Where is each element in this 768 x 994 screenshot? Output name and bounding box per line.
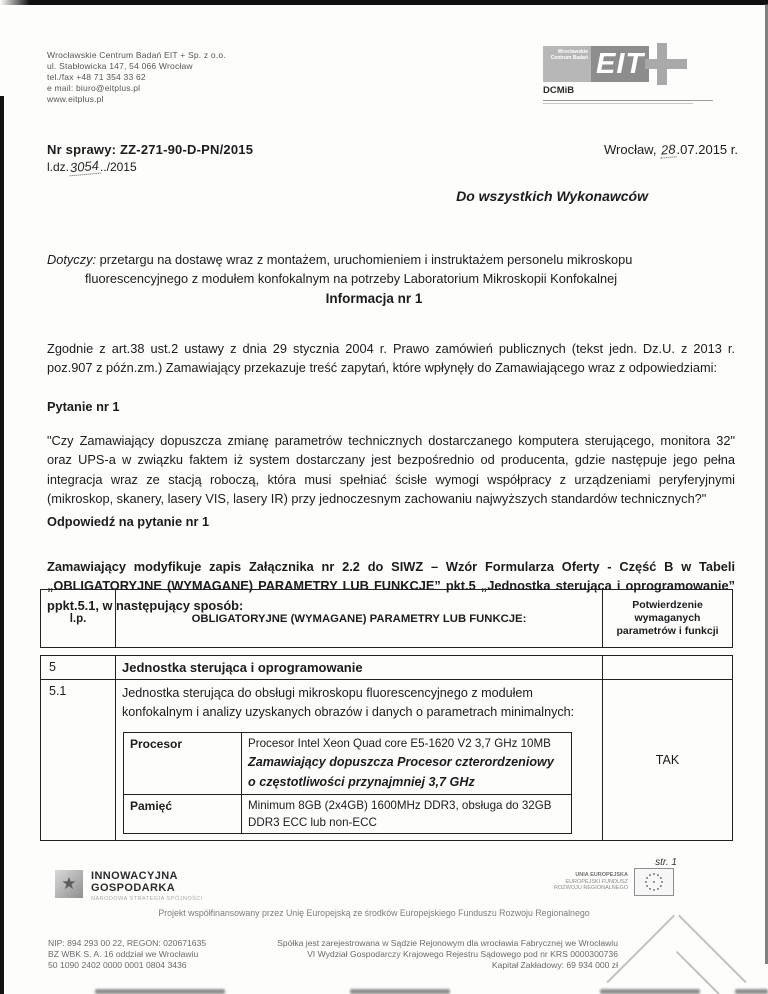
pencil-mark — [678, 915, 746, 983]
logo-divider — [543, 100, 713, 101]
spec-label-processor: Procesor — [124, 733, 242, 795]
question-heading: Pytanie nr 1 — [47, 399, 120, 414]
header-col-confirm: Potwierdzenie wymaganych parametrów i funkcji — [603, 590, 733, 648]
plus-icon — [649, 46, 693, 82]
case-reference — [47, 142, 253, 175]
eu-flag-icon — [634, 868, 674, 896]
parameters-table — [40, 655, 733, 841]
spec-value-text: Procesor Intel Xeon Quad core E5-1620 V2 3,7 GHz 10MB — [248, 737, 551, 750]
letterhead-line: tel./fax +48 71 354 33 62 — [47, 72, 146, 82]
scan-smudge — [600, 989, 700, 994]
logo-small-text: Wrocławskie Centrum Badań — [543, 46, 591, 82]
document-title: Informacja nr 1 — [325, 291, 423, 306]
row51-confirm: TAK — [603, 680, 733, 841]
letterhead-line: e mail: biuro@eitplus.pl — [47, 83, 141, 93]
intro-paragraph: Zgodnie z art.38 ust.2 ustawy z dnia 29 stycznia 2004 r. Prawo zamówień publicznych (tekst jedn. Dz.U. z 2013 r. poz.907 z późn.zm.) Zamawiający przekazuje treść zapytań, które wpłynęły do Zamawiającego wraz z odpowiedziami: — [47, 340, 735, 376]
ldz-suffix: ../2015 — [99, 160, 137, 174]
eu-line1: UNIA EUROPEJSKA — [575, 872, 628, 879]
scan-artifact-top — [26, 0, 768, 5]
answer-text: Zamawiający modyfikuje zapis Załącznika nr 2.2 do SIWZ – Wzór Formularza Oferty - Część B w Tabeli „OBLIGATORYJNE (WYMAGANE) PARAMETRY LUB FUNKCJE” pkt.5 „Jednostka sterująca i oprogramowanie” ppkt.5.1, w następujący sposób: — [47, 558, 735, 613]
table-row — [41, 680, 733, 841]
dcmib-label: DCMiB — [543, 85, 575, 96]
footer-line: 50 1090 2402 0000 0001 0804 3436 — [48, 960, 187, 970]
row51-number: 5.1 — [41, 680, 116, 841]
logo-divider-2 — [543, 103, 693, 104]
table-row — [41, 656, 733, 680]
star-icon: ★ — [55, 870, 83, 898]
innovative-economy-logo — [55, 870, 203, 902]
question-text: "Czy Zamawiający dopuszcza zmianę parametrów technicznych dostarczanego komputera sterującego, monitora 32" oraz UPS-a w związku faktem iż system dostarczany jest bezpośrednio od producenta, gdzie następuje jego pełna integracja wraz ze stacją roboczą, która musi spełniać ścisłe wymogi współpracy z urządzeniami peryferyjnymi (mikroskop, skanery, lasery VIS, lasery IR) przy jednoczesnym zachowaniu najwyższych standardów technicznych?" — [47, 432, 735, 507]
row5-title: Jednostka sterująca i oprogramowanie — [116, 656, 603, 680]
ldz-line — [47, 159, 253, 175]
date-rest: .07.2015 r. — [676, 142, 738, 157]
letterhead-line: Wrocławskie Centrum Badań EIT + Sp. z o.o. — [47, 50, 226, 60]
letterhead-line: ul. Stabłowicka 147, 54 066 Wrocław — [47, 61, 193, 71]
spec-table — [123, 732, 572, 834]
case-number: Nr sprawy: ZZ-271-90-D-PN/2015 — [47, 142, 254, 157]
parameters-table-header — [40, 589, 733, 648]
pencil-mark — [676, 951, 719, 994]
footer-registry-info — [277, 938, 618, 971]
subject-text: przetargu na dostawę wraz z montażem, uruchomieniem i instruktażem personelu mikroskopu fluorescencyjnego z modułem konfokalnym na potrzeby Laboratorium Mikroskopii Konfokalnej — [85, 251, 633, 286]
scan-smudge — [350, 989, 450, 994]
footer-company-ids — [48, 938, 206, 971]
eu-line2: EUROPEJSKI FUNDUSZ — [565, 878, 628, 885]
scan-artifact-left — [0, 96, 4, 994]
spec-value-memory — [242, 795, 572, 834]
row51-intro: Jednostka sterująca do obsługi mikroskopu fluorescencyjnego z modułem konfokalnym i analizy uzyskanych obrazów i danych o parametrach minimalnych: — [122, 686, 575, 719]
subject-label: Dotyczy: — [47, 251, 97, 267]
footer-line: BZ WBK S. A. 16 oddział we Wrocławiu — [48, 949, 199, 959]
letterhead-line: www.eitplus.pl — [47, 94, 104, 104]
ig-line3: NARODOWA STRATEGIA SPÓJNOŚCI — [91, 896, 203, 902]
ig-line1: INNOWACYJNA — [91, 870, 178, 882]
city-label: Wrocław, — [603, 142, 661, 157]
footer-line: Spółka jest zarejestrowana w Sądzie Rejonowym dla wrocławia Fabrycznej we Wrocławiu — [277, 938, 618, 948]
row51-content — [116, 680, 603, 841]
spec-value-processor — [242, 733, 572, 795]
eit-plus-logo — [543, 46, 739, 104]
eit-logo-text: EIT — [591, 46, 649, 82]
header-col-params: OBLIGATORYJNE (WYMAGANE) PARAMETRY LUB FUNKCJE: — [116, 590, 603, 648]
footer-line: NIP: 894 293 00 22, REGON: 020671635 — [48, 938, 207, 948]
place-and-date — [604, 142, 738, 158]
ldz-prefix: l.dz. — [47, 160, 70, 174]
addressee-line: Do wszystkich Wykonawców — [456, 188, 648, 204]
eu-logo — [528, 868, 674, 896]
ig-line2: GOSPODARKA — [91, 882, 176, 894]
scan-smudge — [735, 989, 768, 994]
header-col-lp: l.p. — [41, 590, 116, 648]
row5-confirm — [603, 656, 733, 680]
cofinanced-line: Projekt współfinansowany przez Unię Europejską ze środków Europejskiego Funduszu Rozwoju Regionalnego — [158, 908, 590, 918]
scan-smudge — [95, 989, 225, 994]
row5-number: 5 — [41, 656, 116, 680]
answer-heading: Odpowiedź na pytanie nr 1 — [47, 514, 210, 529]
scan-artifact-top-fade — [0, 0, 30, 5]
page-number: str. 1 — [655, 857, 677, 868]
footer-line: VI Wydział Gospodarczy Krajowego Rejestru Sądowego pod nr KRS 0000300736 — [307, 949, 618, 959]
spec-row — [124, 733, 572, 795]
spec-row — [124, 795, 572, 834]
spec-value-text: Minimum 8GB (2x4GB) 1600MHz DDR3, obsługa do 32GB DDR3 ECC lub non-ECC — [248, 799, 552, 829]
eu-line3: ROZWOJU REGIONALNEGO — [554, 885, 628, 892]
handwritten-day: 28 — [660, 141, 677, 158]
footer-line: Kapitał Zakładowy: 69 934 000 zł — [491, 960, 618, 970]
handwritten-ldz-number: 3054 — [69, 157, 100, 176]
subject-paragraph — [47, 250, 732, 288]
letterhead — [47, 50, 226, 105]
spec-label-memory: Pamięć — [124, 795, 242, 834]
spec-note-text: Zamawiający dopuszcza Procesor czterordzeniowy o częstotliwości przynajmniej 3,7 GHz — [248, 755, 554, 789]
